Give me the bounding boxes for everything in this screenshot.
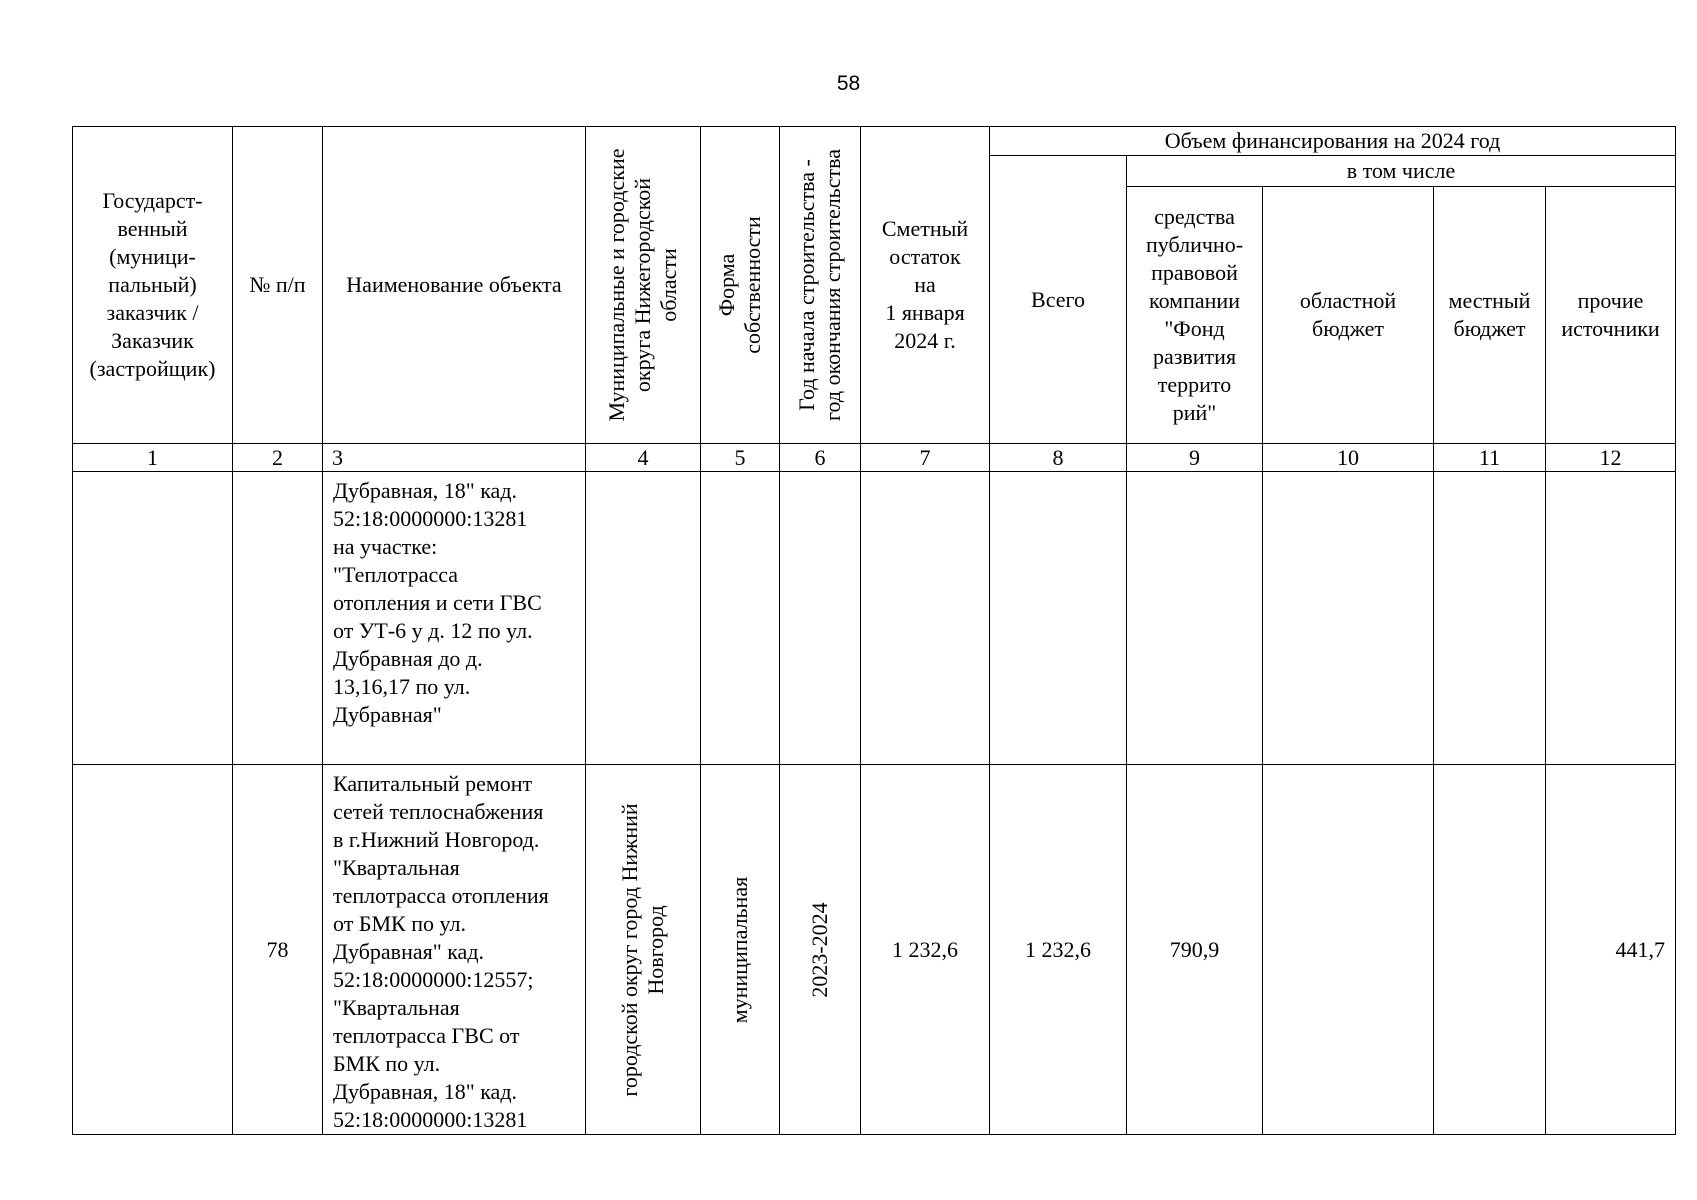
cell-district xyxy=(586,472,701,765)
cell-total: 1 232,6 xyxy=(990,765,1127,1135)
cell-regional xyxy=(1263,472,1434,765)
column-number: 5 xyxy=(701,444,780,472)
cell-years: 2023-2024 xyxy=(780,765,861,1135)
page-number: 58 xyxy=(836,72,861,95)
header-regional-budget: областной бюджет xyxy=(1263,187,1434,444)
column-number-row xyxy=(73,444,1676,472)
header-customer: Государст- венный (муници- пальный) заказчик / Заказчик (застройщик) xyxy=(73,127,233,444)
header-funding-group: Объем финансирования на 2024 год xyxy=(990,127,1676,156)
column-number: 10 xyxy=(1263,444,1434,472)
column-number: 8 xyxy=(990,444,1127,472)
table-row xyxy=(73,765,1676,1135)
cell-other: 441,7 xyxy=(1546,765,1676,1135)
cell-regional xyxy=(1263,765,1434,1135)
header-local-budget: местный бюджет xyxy=(1434,187,1546,444)
header-number: № п/п xyxy=(233,127,323,444)
column-number: 9 xyxy=(1127,444,1263,472)
header-district: Муниципальные и городские округа Нижегородской области xyxy=(586,127,701,444)
cell-local xyxy=(1434,765,1546,1135)
column-number: 6 xyxy=(780,444,861,472)
column-number: 1 xyxy=(73,444,233,472)
header-years: Год начала строительства - год окончания строительства xyxy=(780,127,861,444)
cell-object-name: Дубравная, 18" кад. 52:18:0000000:13281 на участке: "Теплотрасса отопления и сети ГВС от УТ-6 у д. 12 по ул. Дубравная до д. 13,16,17 по ул. Дубравная" xyxy=(323,472,586,765)
financing-table xyxy=(72,126,1676,1135)
header-total: Всего xyxy=(990,156,1127,444)
column-number: 7 xyxy=(861,444,990,472)
cell-customer xyxy=(73,765,233,1135)
cell-number xyxy=(233,472,323,765)
cell-fund: 790,9 xyxy=(1127,765,1263,1135)
header-other-sources: прочие источники xyxy=(1546,187,1676,444)
column-number: 4 xyxy=(586,444,701,472)
cell-other xyxy=(1546,472,1676,765)
cell-customer xyxy=(73,472,233,765)
cell-district: городской округ город Нижний Новгород xyxy=(586,765,701,1135)
header-object-name: Наименование объекта xyxy=(323,127,586,444)
column-number: 11 xyxy=(1434,444,1546,472)
cell-total xyxy=(990,472,1127,765)
cell-object-name: Капитальный ремонт сетей теплоснабжения в г.Нижний Новгород. "Квартальная теплотрасса отопления от БМК по ул. Дубравная" кад. 52:18:0000000:12557; "Квартальная теплотрасса ГВС от БМК по ул. Дубравная, 18" кад. 52:18:0000000:13281 xyxy=(323,765,586,1135)
cell-local xyxy=(1434,472,1546,765)
table-row xyxy=(73,472,1676,765)
column-number: 12 xyxy=(1546,444,1676,472)
cell-ownership: муниципальная xyxy=(701,765,780,1135)
cell-number: 78 xyxy=(233,765,323,1135)
header-including: в том числе xyxy=(1127,156,1676,187)
cell-ownership xyxy=(701,472,780,765)
header-ownership: Форма собственности xyxy=(701,127,780,444)
cell-estimate-balance xyxy=(861,472,990,765)
column-number: 3 xyxy=(323,444,586,472)
cell-fund xyxy=(1127,472,1263,765)
column-number: 2 xyxy=(233,444,323,472)
cell-estimate-balance: 1 232,6 xyxy=(861,765,990,1135)
cell-years xyxy=(780,472,861,765)
header-fund: средства публично- правовой компании "Фонд развития террито рий" xyxy=(1127,187,1263,444)
header-estimate-balance: Сметный остаток на 1 января 2024 г. xyxy=(861,127,990,444)
